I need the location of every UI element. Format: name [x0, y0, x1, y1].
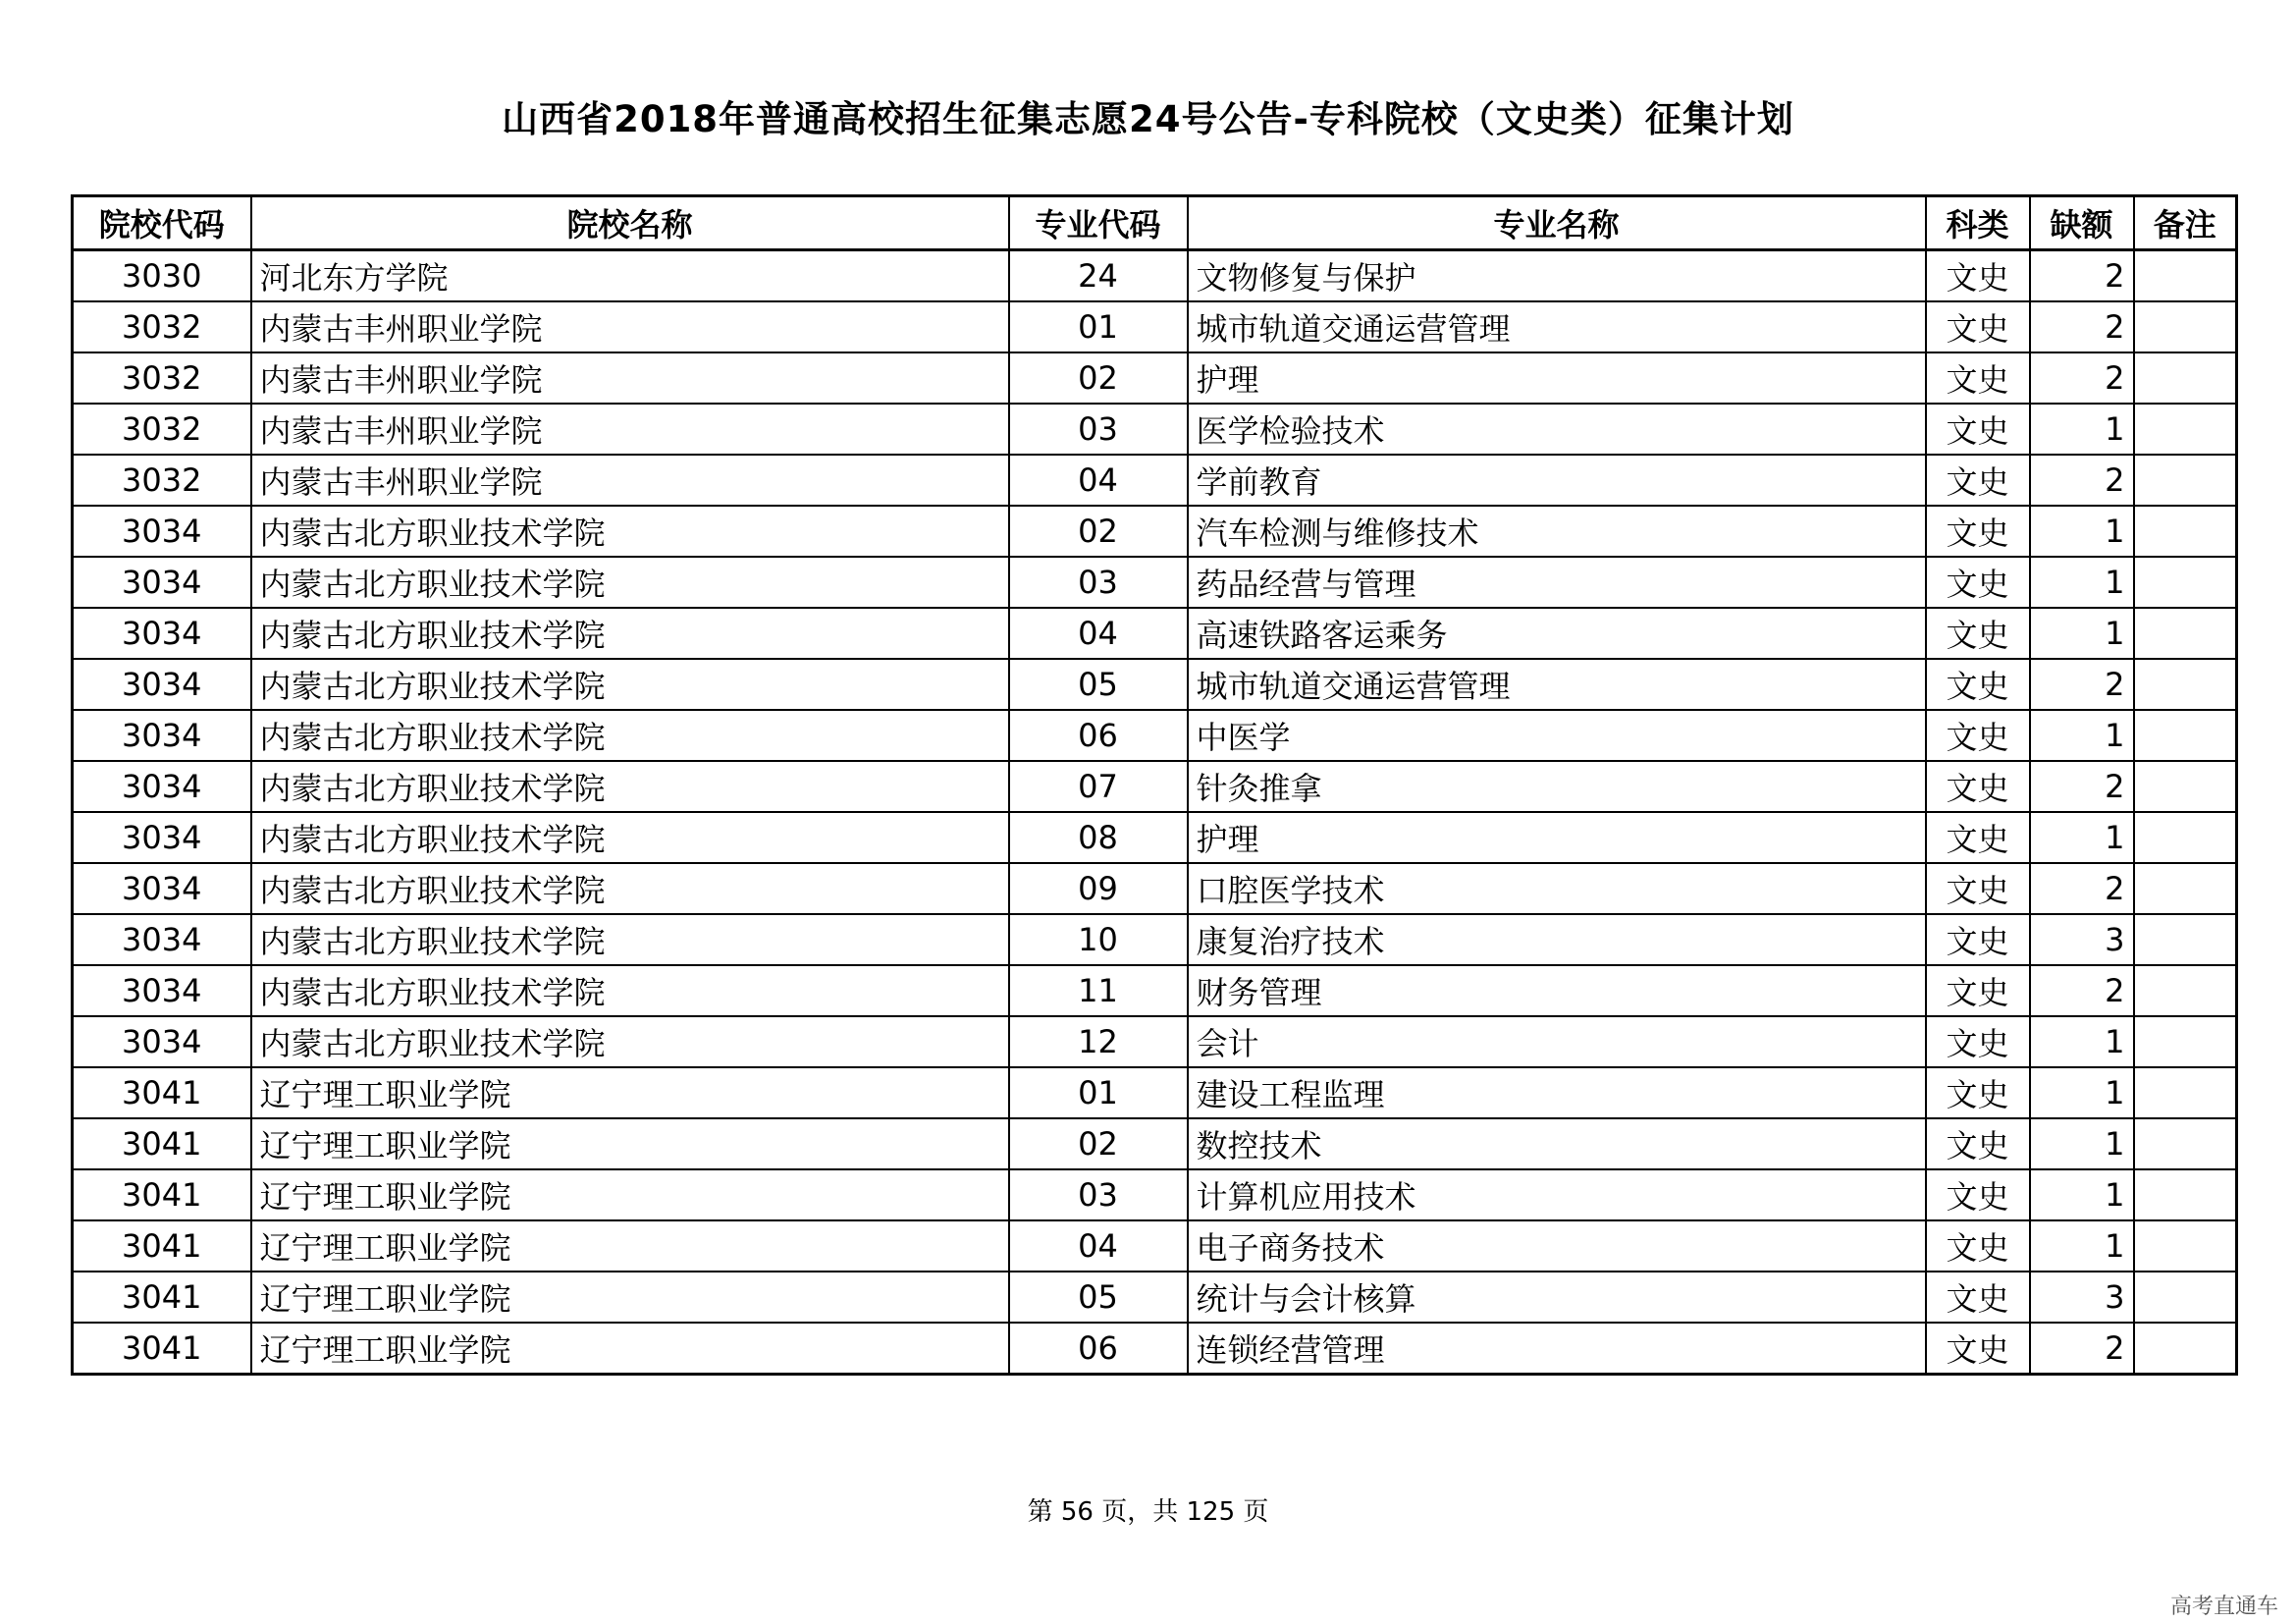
remarks-cell	[2134, 710, 2237, 761]
table-row	[73, 250, 2237, 302]
document-title: 山西省2018年普通高校招生征集志愿24号公告-专科院校（文史类）征集计划	[502, 98, 1794, 140]
school-name-cell: 内蒙古北方职业技术学院	[251, 965, 1009, 1016]
header-major-name: 专业名称	[1188, 196, 1926, 250]
school-name-cell: 内蒙古丰州职业学院	[251, 301, 1009, 352]
remarks-cell	[2134, 455, 2237, 506]
remarks-cell	[2134, 557, 2237, 608]
vacancy-cell: 1	[2030, 404, 2134, 455]
header-vacancy: 缺额	[2030, 196, 2134, 250]
table-row	[73, 914, 2237, 965]
vacancy-cell: 2	[2030, 250, 2134, 302]
major-code-cell: 06	[1009, 1323, 1188, 1375]
major-name-cell: 财务管理	[1188, 965, 1926, 1016]
school-code-cell: 3041	[73, 1220, 251, 1272]
school-name-cell: 内蒙古北方职业技术学院	[251, 557, 1009, 608]
school-code-cell: 3034	[73, 812, 251, 863]
school-code-cell: 3041	[73, 1323, 251, 1375]
table-row	[73, 659, 2237, 710]
major-name-cell: 文物修复与保护	[1188, 250, 1926, 302]
category-cell: 文史	[1926, 557, 2030, 608]
vacancy-cell: 1	[2030, 557, 2134, 608]
table-row	[73, 455, 2237, 506]
category-cell: 文史	[1926, 1323, 2030, 1375]
remarks-cell	[2134, 812, 2237, 863]
major-code-cell: 06	[1009, 710, 1188, 761]
major-code-cell: 01	[1009, 1067, 1188, 1118]
major-code-cell: 02	[1009, 1118, 1188, 1169]
category-cell: 文史	[1926, 659, 2030, 710]
table-row	[73, 404, 2237, 455]
school-code-cell: 3032	[73, 455, 251, 506]
school-name-cell: 内蒙古北方职业技术学院	[251, 710, 1009, 761]
major-code-cell: 04	[1009, 608, 1188, 659]
major-code-cell: 05	[1009, 659, 1188, 710]
vacancy-cell: 2	[2030, 761, 2134, 812]
remarks-cell	[2134, 1118, 2237, 1169]
major-name-cell: 康复治疗技术	[1188, 914, 1926, 965]
major-code-cell: 04	[1009, 455, 1188, 506]
major-code-cell: 24	[1009, 250, 1188, 302]
header-remarks: 备注	[2134, 196, 2237, 250]
table-row	[73, 1220, 2237, 1272]
major-code-cell: 11	[1009, 965, 1188, 1016]
vacancy-cell: 2	[2030, 659, 2134, 710]
table-row	[73, 863, 2237, 914]
vacancy-cell: 1	[2030, 1220, 2134, 1272]
major-name-cell: 医学检验技术	[1188, 404, 1926, 455]
school-code-cell: 3034	[73, 1016, 251, 1067]
major-code-cell: 03	[1009, 1169, 1188, 1220]
major-name-cell: 护理	[1188, 352, 1926, 404]
school-name-cell: 内蒙古丰州职业学院	[251, 352, 1009, 404]
remarks-cell	[2134, 1067, 2237, 1118]
header-major-code: 专业代码	[1009, 196, 1188, 250]
category-cell: 文史	[1926, 301, 2030, 352]
category-cell: 文史	[1926, 250, 2030, 302]
remarks-cell	[2134, 1272, 2237, 1323]
major-code-cell: 02	[1009, 506, 1188, 557]
school-name-cell: 内蒙古北方职业技术学院	[251, 914, 1009, 965]
school-name-cell: 内蒙古北方职业技术学院	[251, 863, 1009, 914]
table-row	[73, 1169, 2237, 1220]
remarks-cell	[2134, 1016, 2237, 1067]
table-row	[73, 710, 2237, 761]
remarks-cell	[2134, 1220, 2237, 1272]
major-name-cell: 数控技术	[1188, 1118, 1926, 1169]
vacancy-cell: 1	[2030, 506, 2134, 557]
table-row	[73, 761, 2237, 812]
vacancy-cell: 3	[2030, 914, 2134, 965]
remarks-cell	[2134, 914, 2237, 965]
header-school-name: 院校名称	[251, 196, 1009, 250]
major-name-cell: 城市轨道交通运营管理	[1188, 659, 1926, 710]
school-name-cell: 河北东方学院	[251, 250, 1009, 302]
vacancy-cell: 1	[2030, 1067, 2134, 1118]
school-name-cell: 辽宁理工职业学院	[251, 1067, 1009, 1118]
vacancy-cell: 1	[2030, 608, 2134, 659]
major-code-cell: 03	[1009, 557, 1188, 608]
school-code-cell: 3034	[73, 557, 251, 608]
remarks-cell	[2134, 863, 2237, 914]
remarks-cell	[2134, 761, 2237, 812]
major-name-cell: 会计	[1188, 1016, 1926, 1067]
major-code-cell: 05	[1009, 1272, 1188, 1323]
table-row	[73, 812, 2237, 863]
category-cell: 文史	[1926, 506, 2030, 557]
major-name-cell: 高速铁路客运乘务	[1188, 608, 1926, 659]
watermark-text: 高考直通车	[2169, 1595, 2278, 1619]
major-code-cell: 02	[1009, 352, 1188, 404]
school-code-cell: 3034	[73, 965, 251, 1016]
vacancy-cell: 1	[2030, 812, 2134, 863]
remarks-cell	[2134, 250, 2237, 302]
major-code-cell: 08	[1009, 812, 1188, 863]
school-name-cell: 内蒙古北方职业技术学院	[251, 659, 1009, 710]
school-name-cell: 辽宁理工职业学院	[251, 1118, 1009, 1169]
category-cell: 文史	[1926, 761, 2030, 812]
vacancy-cell: 2	[2030, 965, 2134, 1016]
category-cell: 文史	[1926, 965, 2030, 1016]
table-row	[73, 1118, 2237, 1169]
category-cell: 文史	[1926, 404, 2030, 455]
major-code-cell: 03	[1009, 404, 1188, 455]
school-name-cell: 辽宁理工职业学院	[251, 1220, 1009, 1272]
major-name-cell: 建设工程监理	[1188, 1067, 1926, 1118]
major-name-cell: 中医学	[1188, 710, 1926, 761]
table-row	[73, 352, 2237, 404]
school-code-cell: 3032	[73, 301, 251, 352]
major-code-cell: 04	[1009, 1220, 1188, 1272]
school-name-cell: 内蒙古北方职业技术学院	[251, 608, 1009, 659]
vacancy-cell: 1	[2030, 1169, 2134, 1220]
remarks-cell	[2134, 608, 2237, 659]
category-cell: 文史	[1926, 914, 2030, 965]
school-name-cell: 内蒙古北方职业技术学院	[251, 506, 1009, 557]
remarks-cell	[2134, 659, 2237, 710]
major-code-cell: 10	[1009, 914, 1188, 965]
category-cell: 文史	[1926, 812, 2030, 863]
header-category: 科类	[1926, 196, 2030, 250]
table-row	[73, 1323, 2237, 1375]
vacancy-cell: 1	[2030, 710, 2134, 761]
category-cell: 文史	[1926, 1220, 2030, 1272]
school-name-cell: 辽宁理工职业学院	[251, 1169, 1009, 1220]
school-code-cell: 3034	[73, 506, 251, 557]
major-name-cell: 连锁经营管理	[1188, 1323, 1926, 1375]
vacancy-cell: 2	[2030, 352, 2134, 404]
school-code-cell: 3034	[73, 608, 251, 659]
remarks-cell	[2134, 301, 2237, 352]
category-cell: 文史	[1926, 863, 2030, 914]
major-code-cell: 01	[1009, 301, 1188, 352]
school-code-cell: 3041	[73, 1067, 251, 1118]
table-row	[73, 1272, 2237, 1323]
school-code-cell: 3034	[73, 710, 251, 761]
remarks-cell	[2134, 965, 2237, 1016]
school-code-cell: 3034	[73, 761, 251, 812]
major-name-cell: 针灸推拿	[1188, 761, 1926, 812]
major-code-cell: 09	[1009, 863, 1188, 914]
header-school-code: 院校代码	[73, 196, 251, 250]
table-row	[73, 1067, 2237, 1118]
school-code-cell: 3041	[73, 1118, 251, 1169]
table-row	[73, 506, 2237, 557]
major-name-cell: 统计与会计核算	[1188, 1272, 1926, 1323]
school-code-cell: 3034	[73, 914, 251, 965]
table-row	[73, 965, 2237, 1016]
category-cell: 文史	[1926, 1016, 2030, 1067]
school-name-cell: 辽宁理工职业学院	[251, 1323, 1009, 1375]
enrollment-plan-table	[71, 194, 2238, 1376]
category-cell: 文史	[1926, 608, 2030, 659]
school-code-cell: 3030	[73, 250, 251, 302]
school-name-cell: 内蒙古丰州职业学院	[251, 404, 1009, 455]
table-row	[73, 301, 2237, 352]
school-name-cell: 内蒙古北方职业技术学院	[251, 1016, 1009, 1067]
school-name-cell: 内蒙古北方职业技术学院	[251, 812, 1009, 863]
category-cell: 文史	[1926, 1169, 2030, 1220]
category-cell: 文史	[1926, 455, 2030, 506]
vacancy-cell: 1	[2030, 1118, 2134, 1169]
major-name-cell: 电子商务技术	[1188, 1220, 1926, 1272]
major-code-cell: 12	[1009, 1016, 1188, 1067]
major-name-cell: 护理	[1188, 812, 1926, 863]
school-code-cell: 3034	[73, 863, 251, 914]
vacancy-cell: 2	[2030, 455, 2134, 506]
category-cell: 文史	[1926, 1067, 2030, 1118]
remarks-cell	[2134, 1169, 2237, 1220]
major-code-cell: 07	[1009, 761, 1188, 812]
table-body	[73, 250, 2237, 1375]
category-cell: 文史	[1926, 1272, 2030, 1323]
school-code-cell: 3041	[73, 1169, 251, 1220]
major-name-cell: 计算机应用技术	[1188, 1169, 1926, 1220]
table-row	[73, 608, 2237, 659]
vacancy-cell: 2	[2030, 863, 2134, 914]
remarks-cell	[2134, 1323, 2237, 1375]
major-name-cell: 汽车检测与维修技术	[1188, 506, 1926, 557]
major-name-cell: 药品经营与管理	[1188, 557, 1926, 608]
remarks-cell	[2134, 404, 2237, 455]
vacancy-cell: 2	[2030, 301, 2134, 352]
page-number: 第 56 页，共 125 页	[1027, 1497, 1269, 1527]
school-code-cell: 3032	[73, 404, 251, 455]
remarks-cell	[2134, 506, 2237, 557]
vacancy-cell: 2	[2030, 1323, 2134, 1375]
table-row	[73, 557, 2237, 608]
table-row	[73, 1016, 2237, 1067]
major-name-cell: 口腔医学技术	[1188, 863, 1926, 914]
major-name-cell: 城市轨道交通运营管理	[1188, 301, 1926, 352]
remarks-cell	[2134, 352, 2237, 404]
vacancy-cell: 3	[2030, 1272, 2134, 1323]
vacancy-cell: 1	[2030, 1016, 2134, 1067]
school-code-cell: 3032	[73, 352, 251, 404]
category-cell: 文史	[1926, 1118, 2030, 1169]
category-cell: 文史	[1926, 710, 2030, 761]
major-name-cell: 学前教育	[1188, 455, 1926, 506]
school-code-cell: 3034	[73, 659, 251, 710]
school-name-cell: 内蒙古北方职业技术学院	[251, 761, 1009, 812]
table-header-row	[73, 196, 2237, 250]
school-name-cell: 内蒙古丰州职业学院	[251, 455, 1009, 506]
school-code-cell: 3041	[73, 1272, 251, 1323]
category-cell: 文史	[1926, 352, 2030, 404]
school-name-cell: 辽宁理工职业学院	[251, 1272, 1009, 1323]
